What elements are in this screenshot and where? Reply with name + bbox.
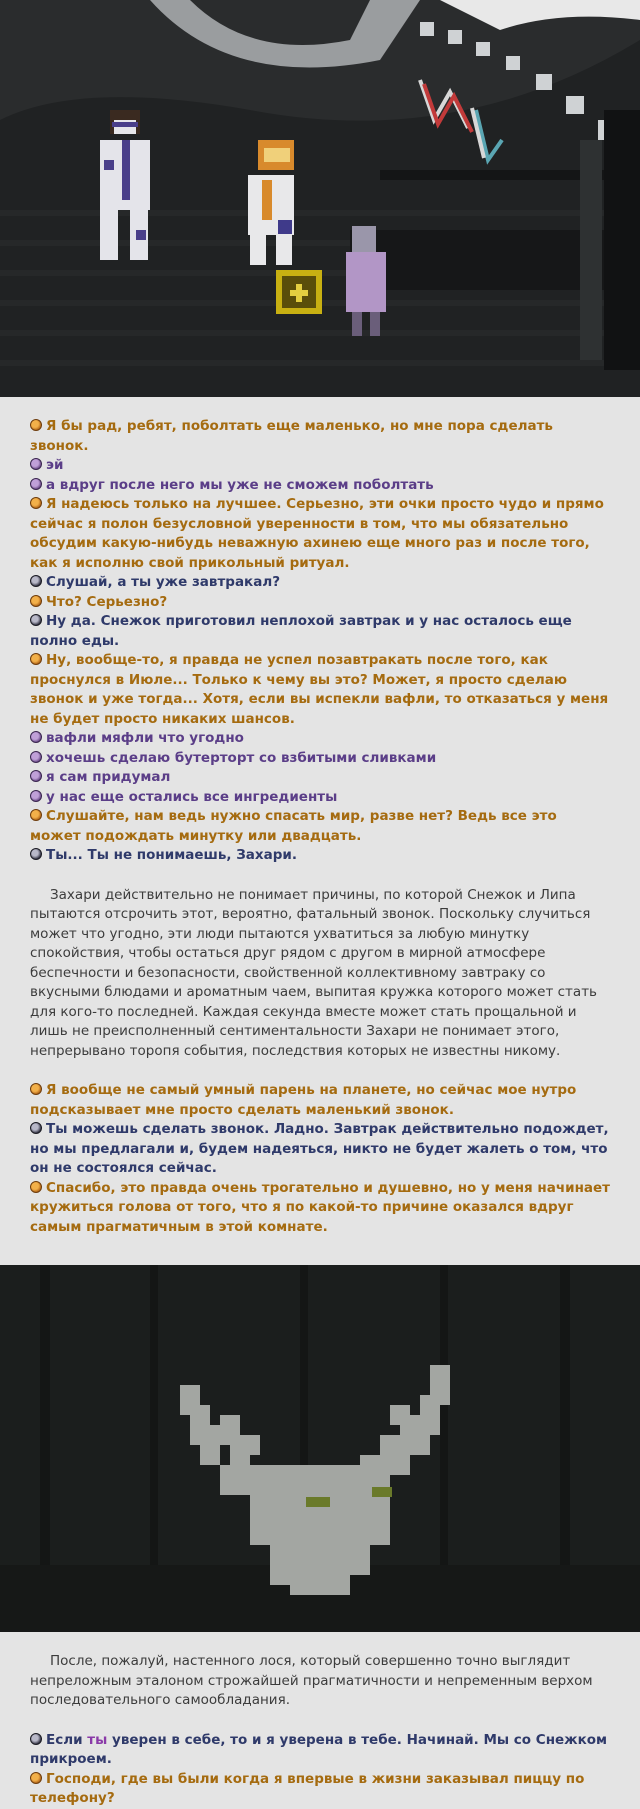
dialogue-line: Я вообще не самый умный парень на планете, но сейчас мое нутро подсказывает мне просто сделать маленький звонок. bbox=[30, 1082, 577, 1118]
dialogue-line: Спасибо, это правда очень трогательно и душевно, но у меня начинает кружиться голова от того, что я по какой-то причине оказался вдруг самым прагматичным в этой комнате. bbox=[30, 1179, 610, 1235]
lipa-face-icon bbox=[30, 478, 42, 490]
dialogue-line: Я надеюсь только на лучшее. Серьезно, эти очки просто чудо и прямо сейчас я полон безусловной уверенности в том, что мы обязательно обсудим какую-нибудь неважную ахинею еще много раз и после того, как я исполню свой прикольный ритуал. bbox=[30, 496, 604, 571]
narration-paragraph: Захари действительно не понимает причины, по которой Снежок и Липа пытаются отсрочить этот, вероятно, фатальный звонок. Поскольку случиться может что угодно, эти люди пытаются ухватиться за любую минутку спокойствия, чтобы остаться друг рядом с другом в мирной атмосфере беспечности и безопасности, свойственной коллективному завтраку со вкусными блюдами и ароматным чаем, выпитая кружка которого может стать для кого-то последней. Каждая секунда вместе может стать прощальной и лишь не преисполненный сентиментальности Захари не понимает этого, непрерывано торопя события, последствия которых не известны никому. bbox=[30, 886, 598, 1059]
zacharie-face-icon bbox=[30, 1181, 42, 1193]
dialogue-line: Ну да. Снежок приготовил неплохой завтрак и у нас осталось еще полно еды. bbox=[30, 613, 572, 649]
dialogue-line: Слушайте, нам ведь нужно спасать мир, разве нет? Ведь все это может подождать минутку или двадцать. bbox=[30, 808, 557, 844]
dialogue-line: а вдруг после него мы уже не сможем поболтать bbox=[30, 476, 610, 496]
dialogue-line: Ты можешь сделать звонок. Ладно. Завтрак действительно подождет, но мы предлагали и, будем надеяться, никто не будет жалеть о том, что он не состоялся сейчас. bbox=[30, 1121, 609, 1176]
lipa-face-icon bbox=[30, 731, 42, 743]
dialogue-block-1 bbox=[0, 397, 640, 1237]
dialogue-line: хочешь сделаю бутерторт со взбитыми сливками bbox=[30, 749, 610, 769]
snezhok-face-icon bbox=[30, 1733, 42, 1745]
zacharie-face-icon bbox=[30, 497, 42, 509]
lipa-face-icon bbox=[30, 458, 42, 470]
wall-moose-art bbox=[0, 1265, 640, 1632]
zacharie-face-icon bbox=[30, 1772, 42, 1784]
room-scene-art bbox=[0, 0, 640, 397]
dialogue-line: у нас еще остались все ингредиенты bbox=[30, 788, 610, 808]
game-scene-moose bbox=[0, 1265, 640, 1632]
zacharie-face-icon bbox=[30, 653, 42, 665]
snezhok-face-icon bbox=[30, 1122, 42, 1134]
dialogue-line: Ну, вообще-то, я правда не успел позавтракать после того, как проснулся в Июле... Только к чему вы это? Может, я просто сделаю звонок и уже тогда... Хотя, если вы испекли вафли, то отказаться у меня не будет просто никаких шансов. bbox=[30, 652, 609, 727]
game-scene-room bbox=[0, 0, 640, 397]
dialogue-line: Если ты уверен в себе, то и я уверена в тебе. Начинай. Мы со Снежком прикроем. bbox=[30, 1731, 608, 1767]
dialogue-line: Ты... Ты не понимаешь, Захари. bbox=[30, 846, 610, 866]
dialogue-line: вафли мяфли что угодно bbox=[30, 729, 610, 749]
dialogue-line: Что? Серьезно? bbox=[30, 593, 610, 613]
zacharie-face-icon bbox=[30, 595, 42, 607]
snezhok-face-icon bbox=[30, 614, 42, 626]
lipa-face-icon bbox=[30, 770, 42, 782]
zacharie-face-icon bbox=[30, 419, 42, 431]
dialogue-line: я сам придумал bbox=[30, 768, 610, 788]
zacharie-face-icon bbox=[30, 809, 42, 821]
telephone-sprite bbox=[276, 270, 322, 314]
dialogue-line: Я бы рад, ребят, поболтать еще маленько, но мне пора сделать звонок. bbox=[30, 418, 553, 454]
snezhok-face-icon bbox=[30, 575, 42, 587]
narration-paragraph: После, пожалуй, настенного лося, который совершенно точно выглядит непреложным эталоном строжайшей прагматичности и непременным верхом последовательного самообладания. bbox=[30, 1653, 593, 1708]
lipa-face-icon bbox=[30, 790, 42, 802]
dialogue-line: эй bbox=[30, 456, 610, 476]
dialogue-line: Господи, где вы были когда я впервые в жизни заказывал пиццу по телефону? bbox=[30, 1770, 585, 1806]
dialogue-line: Слушай, а ты уже завтракал? bbox=[30, 573, 610, 593]
lipa-face-icon bbox=[30, 751, 42, 763]
snezhok-face-icon bbox=[30, 848, 42, 860]
dialogue-block-2 bbox=[0, 1632, 640, 1809]
zacharie-face-icon bbox=[30, 1083, 42, 1095]
